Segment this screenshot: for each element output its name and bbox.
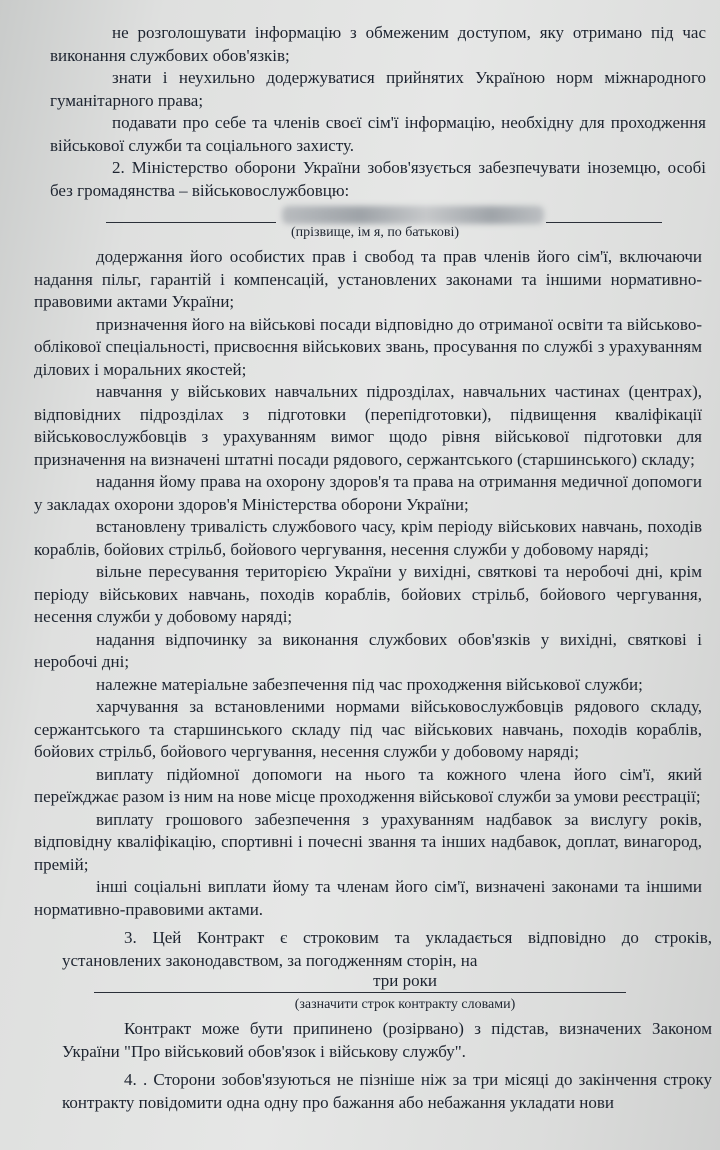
name-fill-line xyxy=(0,204,720,230)
item-training: навчання у військових навчальних підрозділах, навчальних частинах (центрах), відповідних підрозділах з підготовки (перепідготовки), підвищення кваліфікації військовослужбовців з урахуванням вимог щодо рівня військової підготовки для призначення на визначені штатні посади рядового, сержантського (старшинського) складу; xyxy=(34,382,702,469)
item-pay: виплату грошового забезпечення з урахуванням надбавок за вислугу років, відповідну кваліфікацію, спортивні і почесні звання та інших надбавок, доплат, винагород, премій; xyxy=(34,809,702,874)
item-material-support: належне матеріальне забезпечення під час проходження військової служби; xyxy=(96,674,643,694)
clause-information: подавати про себе та членів своєї сім'ї інформацію, необхідну для проходження військової служби та соціального захисту. xyxy=(50,113,706,155)
section-2-heading: 2. Міністерство оборони України зобов'язується забезпечувати іноземцю, особі без громадянства – військовослужбовцю: xyxy=(50,158,706,200)
item-service-time: встановлену тривалість службового часу, крім періоду військових навчань, походів кораблів, бойових стрільб, бойового чергування, несення служби у добовому наряді; xyxy=(34,517,702,559)
section-4-notice: 4. . Сторони зобов'язуються не пізніше ніж за три місяці до закінчення строку контракту повідомити одна одну про бажання або небажання укладати нови xyxy=(62,1070,712,1112)
term-caption: (зазначити строк контракту словами) xyxy=(294,997,516,1012)
term-fill-line xyxy=(0,972,720,996)
item-rest: надання відпочинку за виконання службових обов'язків у вихідні, святкові і неробочі дні; xyxy=(34,629,702,671)
clause-termination: Контракт може бути припинено (розірвано) з підстав, визначених Законом України "Про військовий обов'язок і військову службу". xyxy=(62,1019,712,1061)
item-rights: додержання його особистих прав і свобод та прав членів його сім'ї, включаючи надання пільг, гарантій і компенсацій, установлених законами та іншими нормативно-правовими актами України; xyxy=(34,247,702,311)
name-line-left xyxy=(106,222,276,223)
item-free-movement: вільне пересування територією України у вихідні, святкові та неробочі дні, крім періоду військових навчань, походів кораблів, бойових стрільб, бойового чергування, несення служби у добовому наряді; xyxy=(34,562,702,626)
term-line xyxy=(94,992,626,993)
item-appointment: призначення його на військові посади відповідно до отриманої освіти та військово-облікової спеціальності, присвоєння військових звань, просування по службі з урахуванням ділових і моральних якостей; xyxy=(34,314,702,379)
item-meals: харчування за встановленими нормами військовослужбовців рядового складу, сержантського та старшинського складу під час військових навчань, походів кораблів, бойових стрільб, бойового чергування, несення служби у добовому наряді; xyxy=(34,697,702,761)
name-line-right xyxy=(546,222,662,223)
term-value: три роки xyxy=(373,971,437,990)
item-relocation: виплату підйомної допомоги на нього та кожного члена його сім'ї, який переїжджає разом із ним на нове місце проходження військової служби за умови реєстрації; xyxy=(34,764,702,806)
clause-humanitarian-law: знати і неухильно додержуватися прийнятих Україною норм міжнародного гуманітарного права; xyxy=(50,68,706,110)
clause-confidentiality: не розголошувати інформацію з обмеженим доступом, яку отримано під час виконання службових обов'язків; xyxy=(50,23,706,65)
item-social: інші соціальні виплати йому та членам його сім'ї, визначені законами та іншими нормативно-правовими актами. xyxy=(34,877,702,919)
section-3-term: 3. Цей Контракт є строковим та укладається відповідно до строків, установлених законодавством, за погодженням сторін, на xyxy=(62,928,712,970)
redacted-name xyxy=(282,206,544,224)
item-healthcare: надання йому права на охорону здоров'я та права на отримання медичної допомоги у закладах охорони здоров'я Міністерства оборони України; xyxy=(34,472,702,514)
name-caption: (прізвище, ім я, по батькові) xyxy=(290,225,460,240)
